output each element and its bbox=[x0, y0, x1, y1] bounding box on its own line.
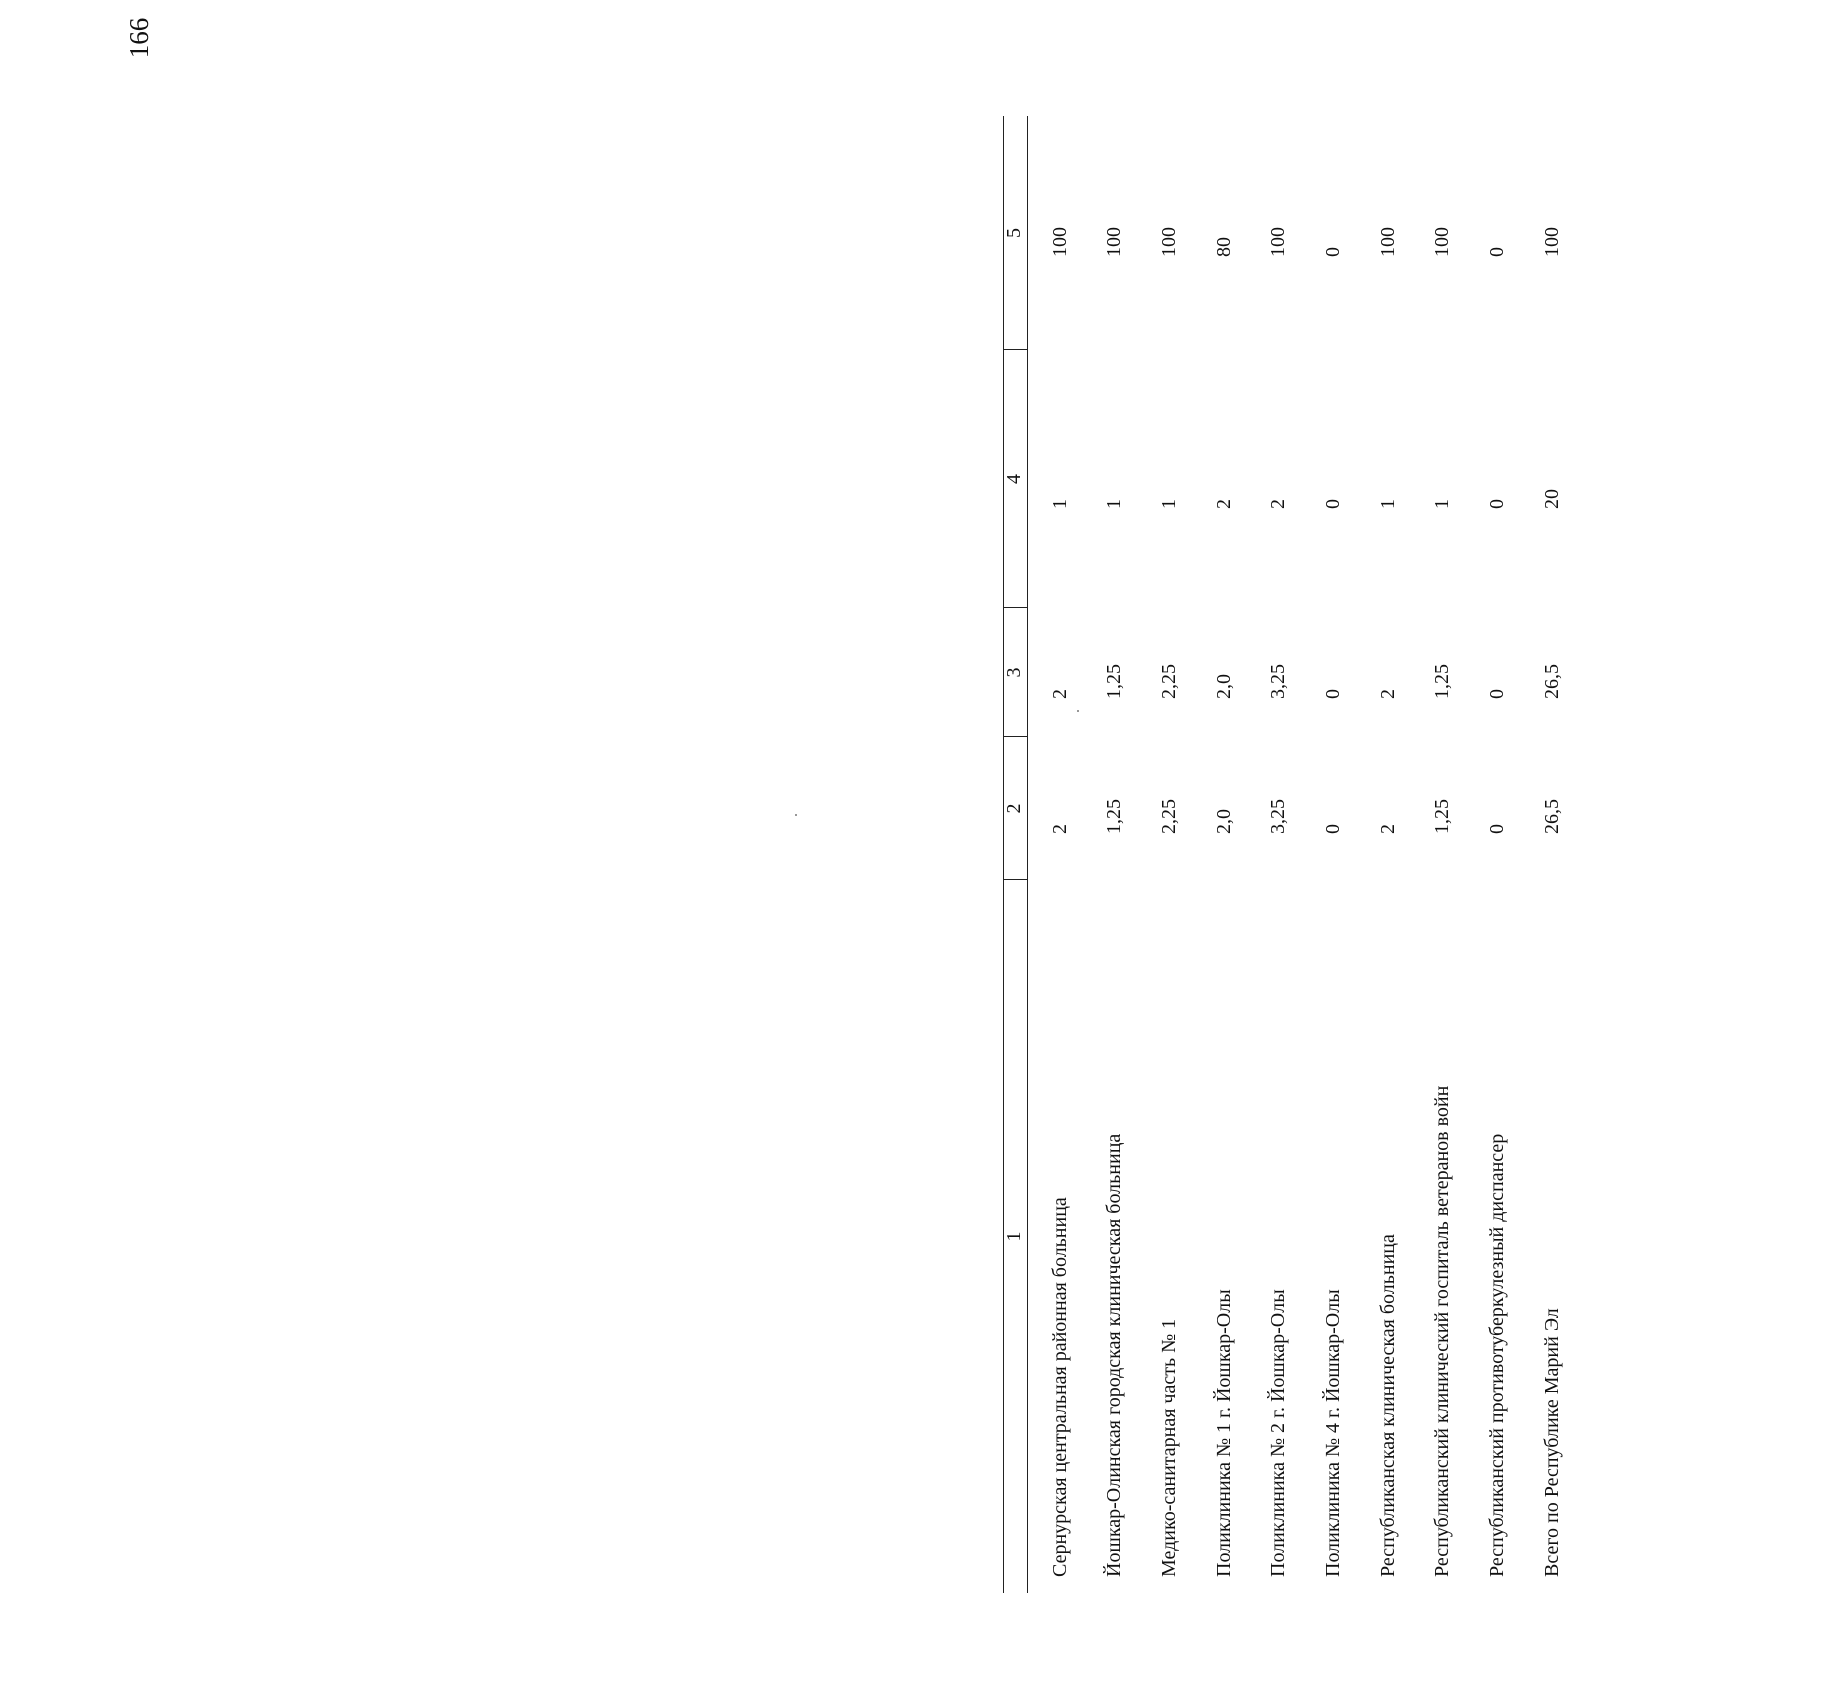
row-value-col3: 2 bbox=[1377, 689, 1399, 699]
total-value-col3: 26,5 bbox=[1541, 664, 1563, 699]
row-value-col2: 2 bbox=[1049, 824, 1071, 834]
row-value-col2: 3,25 bbox=[1267, 799, 1289, 834]
row-value-col3: 1,25 bbox=[1103, 664, 1125, 699]
row-value-col5: 100 bbox=[1431, 227, 1453, 257]
row-name: Республиканская клиническая больница bbox=[1377, 1234, 1399, 1577]
row-value-col5: 100 bbox=[1049, 227, 1071, 257]
row-value-col4: 2 bbox=[1267, 499, 1289, 509]
row-value-col4: 1 bbox=[1431, 499, 1453, 509]
row-value-col3: 1,25 bbox=[1431, 664, 1453, 699]
row-value-col5: 80 bbox=[1213, 237, 1235, 257]
scan-speck bbox=[795, 814, 797, 816]
column-header-1: 1 bbox=[1003, 1231, 1025, 1242]
scan-speck bbox=[1077, 710, 1079, 712]
row-name: Республиканский противотуберкулезный диспансер bbox=[1486, 1133, 1508, 1577]
row-value-col5: 100 bbox=[1158, 227, 1180, 257]
row-value-col5: 100 bbox=[1267, 227, 1289, 257]
row-value-col5: 0 bbox=[1322, 247, 1344, 257]
row-value-col5: 100 bbox=[1103, 227, 1125, 257]
column-header-4: 4 bbox=[1003, 474, 1025, 484]
total-value-col4: 20 bbox=[1541, 489, 1563, 509]
row-value-col3: 0 bbox=[1486, 689, 1508, 699]
row-value-col4: 2 bbox=[1213, 499, 1235, 509]
row-value-col4: 1 bbox=[1103, 499, 1125, 509]
row-value-col2: 2,25 bbox=[1158, 799, 1180, 834]
row-value-col2: 1,25 bbox=[1431, 799, 1453, 834]
row-value-col3: 3,25 bbox=[1267, 664, 1289, 699]
row-value-col4: 1 bbox=[1049, 499, 1071, 509]
row-value-col4: 0 bbox=[1322, 499, 1344, 509]
rotated-table-page bbox=[1003, 103, 1833, 1593]
row-value-col2: 1,25 bbox=[1103, 799, 1125, 834]
row-value-col3: 0 bbox=[1322, 689, 1344, 699]
row-value-col3: 2,25 bbox=[1158, 664, 1180, 699]
row-value-col4: 1 bbox=[1158, 499, 1180, 509]
total-row-name: Всего по Республике Марий Эл bbox=[1541, 1308, 1563, 1577]
row-value-col2: 0 bbox=[1486, 824, 1508, 834]
row-name: Республиканский клинический госпиталь ветеранов войн bbox=[1431, 1085, 1453, 1577]
row-name: Поликлиника № 2 г. Йошкар-Олы bbox=[1267, 1289, 1289, 1577]
column-header-3: 3 bbox=[1003, 667, 1025, 678]
row-value-col2: 2,0 bbox=[1213, 809, 1235, 834]
row-name: Поликлиника № 1 г. Йошкар-Олы bbox=[1213, 1289, 1235, 1577]
row-value-col3: 2,0 bbox=[1213, 674, 1235, 699]
row-name: Сернурская центральная районная больница bbox=[1049, 1197, 1071, 1577]
row-value-col4: 1 bbox=[1377, 499, 1399, 509]
row-value-col3: 2 bbox=[1049, 689, 1071, 699]
row-name: Йошкар-Олинская городская клиническая больница bbox=[1103, 1133, 1125, 1577]
row-value-col5: 100 bbox=[1377, 227, 1399, 257]
row-value-col2: 2 bbox=[1377, 824, 1399, 834]
header-bottom-border bbox=[1027, 116, 1028, 1593]
page-number: 166 bbox=[124, 17, 154, 59]
row-value-col5: 0 bbox=[1486, 247, 1508, 257]
row-name: Медико-санитарная часть № 1 bbox=[1158, 1318, 1180, 1577]
column-header-5: 5 bbox=[1003, 228, 1025, 238]
row-name: Поликлиника № 4 г. Йошкар-Олы bbox=[1322, 1289, 1344, 1577]
row-value-col4: 0 bbox=[1486, 499, 1508, 509]
total-value-col5: 100 bbox=[1541, 227, 1563, 257]
total-value-col2: 26,5 bbox=[1541, 799, 1563, 834]
row-value-col2: 0 bbox=[1322, 824, 1344, 834]
column-header-2: 2 bbox=[1003, 803, 1025, 814]
